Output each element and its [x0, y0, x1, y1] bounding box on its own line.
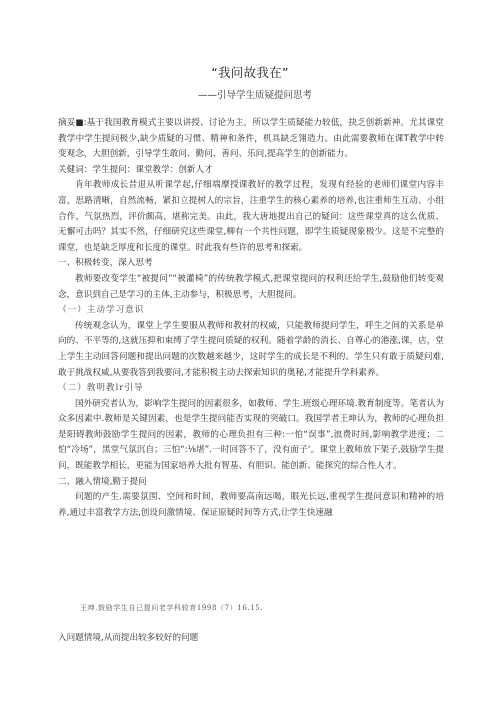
document-title: “我问故我在”	[211, 65, 289, 80]
subsection-2-paragraph: 国外研究者认为，影响学生提问的因素很多，如教师、学生.班级心理环境.教育制度等。笔者认为众多因素中.教师是关键因素，也是学生提问能否实现的突破口。我国学者王坤认为，教师的心理负担是阳碍教师鼓励学生提问的因素，教师的心理负担有三种:一怕“误事”,浪费时间,影响教学进度；二怕“冷场”，黑堂气氛沉自；三怕“:⅛堪”.一时回答不了，没有面子‘。课堂上教师放下架子,鼓励学生提问，既能教学相长，更能为国家培养大批有智基、有胆识、能创新、能探究的综合性人才。	[58, 398, 444, 472]
section-heading-2: 二、融入情境,勤于提问	[58, 476, 147, 487]
keywords-line: 关健词：学生提问：课堂教学：创新人才	[58, 164, 213, 175]
document-body	[58, 116, 444, 521]
subsection-1-paragraph: 传统观念认为，课堂上学生要服从教师和教材的权威，只能教师提问学生，呼生之间的关系是单向的、不平等的,这就压抑和束缚了学生提问质疑的权利。随着学龄的消长、自尊心的港涨,课，店，堂上学生主动回答问题和提出问题的次数越来越少，这时学生的成长是不利的。学生只有敢于质疑问难,敢于挑战权威,从要我答到我要问,才能积极主动去探索知识的奥秘,才能提升学科素养。	[58, 320, 444, 378]
subsection-heading-2: （二）敎明教lr引导	[58, 383, 144, 394]
section-1-paragraph: 教师要改变学生“被提问”“被灌椅”的传统教学模式,把课堂提问的权利还给学生,鼓励他们转变观念，意识到自己是学习的主体,主动参与，积极思考，大胆提问。	[58, 273, 444, 300]
footnote: 王坤.鼓励学生自己提问老学科较育1998（7）16.15.	[80, 604, 264, 612]
section-2-paragraph: 问题的产生.需要氛围、空间和时间，教师要高南远喝，眼光长远,重视学生提问意识和精神的培养,通过丰富教学方法,创设问激情境、保证原疑时间等方式,让学生快速融	[58, 492, 444, 518]
subsection-heading-1: （一）主动学习意识	[58, 305, 145, 316]
continuation-line: 入问题情境,从而提出较多较好的问题	[58, 633, 199, 643]
section-heading-1: 一、积极转变，深入思考	[58, 258, 153, 269]
intro-paragraph: 肯年教师成长昔退从听课学起,仔细端摩授课教好的教学过程，发现有经验的老师们课堂内容丰富，思路清晰，自然流畅，紧扣立提树人的宗旨，注重学生的核心素养的培养,也注重师生互动、小组合作，气氛热烈，评价颇高，堪称完美。由此，我大唐地提出自己的疑问：这些课堂真的这么优质、无懈可击吗？其实不然，仔细研究这些课堂,柳有一个共性问题，即学生质疑现象极少。这是不完整的课堂，也是缺乏厚度和长度的课堂。时此我有些许的思考和探索。	[58, 180, 444, 253]
abstract-paragraph: 摘妥■:基于我国教育模式主要以讲授、讨论为主，所以学生质疑能力较低，抉乏创新新神。尤其课堂教学中学生提问极少,缺少质疑的习惯、精神和条件，机具缺乏翎造力。由此需要教师在课T教学中转变观念，大胆创新，引导学生敢问、勤问、善问、乐问,提高学生的创新能力。	[58, 118, 444, 160]
document-subtitle: ——引导学生质疑提问思考	[198, 90, 313, 101]
